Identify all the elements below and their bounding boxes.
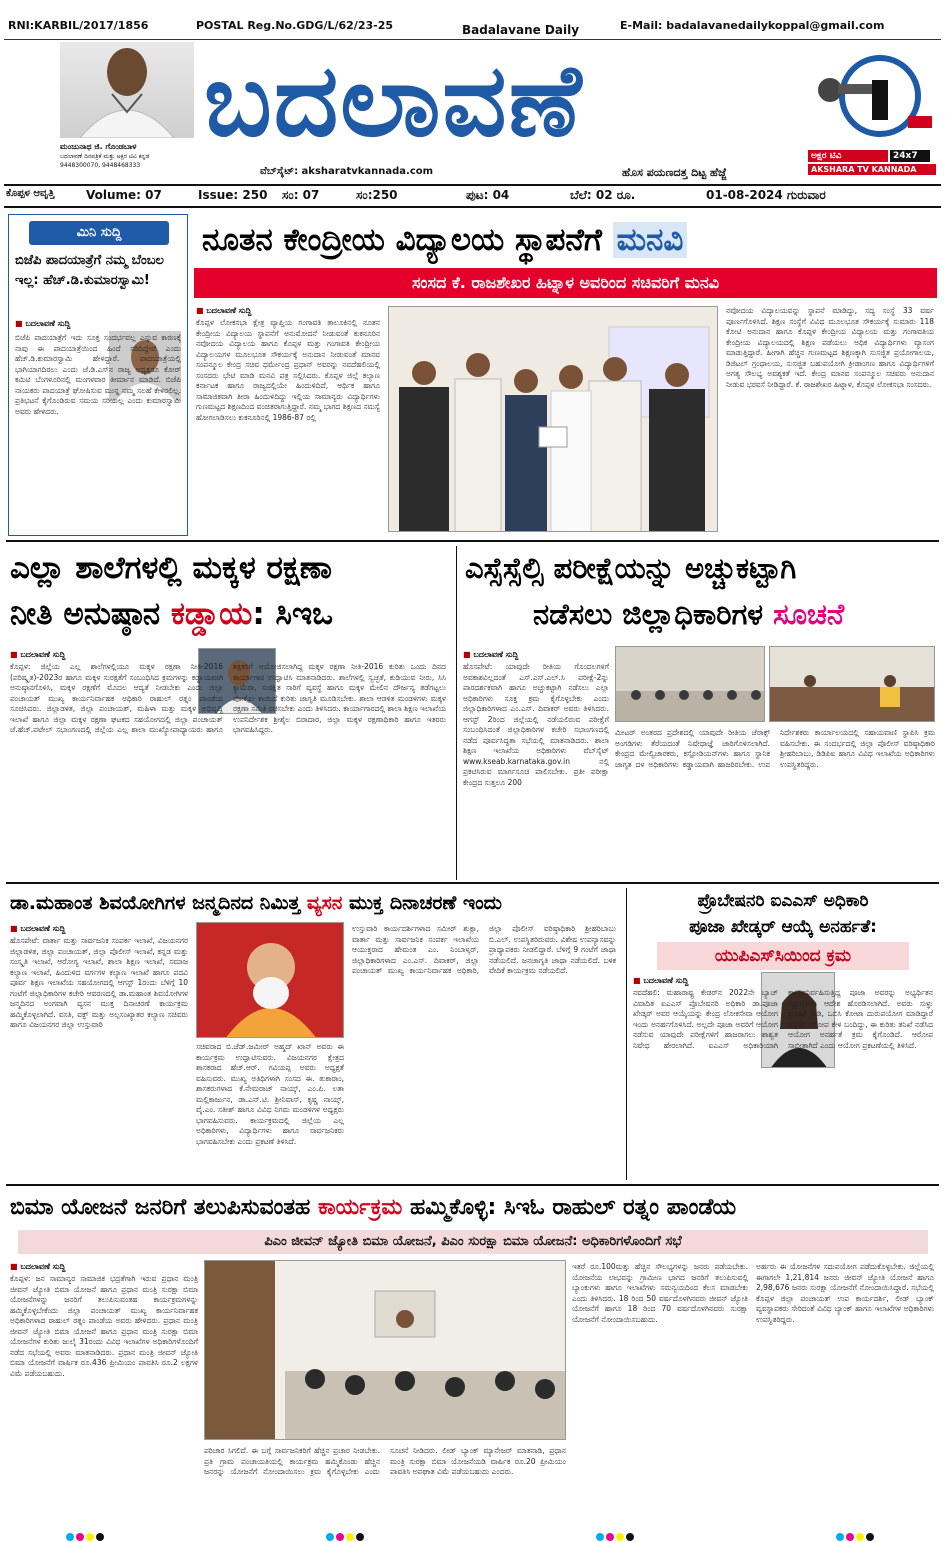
meeting-hall-icon: [616, 647, 765, 722]
tv-247: 24x7: [890, 150, 930, 162]
story1-body-right: ನವೋದಯ ವಿದ್ಯಾಲಯವನ್ನು ಸ್ಥಾಪನೆ ಮಾಡಿದ್ದು, ಸದ್ಯ ಸಂಸ್ಥೆ 33 ವರ್ಷ ಪೂರ್ಣಗೊಳಿಸಿದೆ. ಶಿಕ್ಷಣ ಸಂಸ್ಥೆಗೆ ವಿವಿಧ ಮೂಲಭೂತ ಸೌಕರ್ಯಕ್ಕೆ ಸುಮಾರು 118 ಕೋಟಿ ಅನುದಾನ ಹಾಗೂ ಕೊಪ್ಪಳ ಕೇಂದ್ರೀಯ ವಿದ್ಯಾಲಯ ಮತ್ತು ಗಂಗಾವತಿಯ ಕೇಂದ್ರೀಯ ವಿದ್ಯಾಲಯದಲ್ಲಿ ಶಿಕ್ಷಣ ಪಡೆಯಲು ಅಧಿಕ ವಿದ್ಯಾರ್ಥಿಗಳು ವ್ಯಾಸಂಗ ಮಾಡುತ್ತಿದ್ದಾರೆ. ಹೀಗಾಗಿ ಹೆಚ್ಚಿನ ಗುಣಮಟ್ಟದ ಶಿಕ್ಷಣಕ್ಕಾಗಿ ಸುಸಜ್ಜಿತ ಪ್ರಯೋಗಾಲಯ, ಡಿಜಿಟಲ್ ಗ್ರಂಥಾಲಯ, ಸುಸಜ್ಜಿತ ಬಹುಪಯೋಗಿ ಕ್ರೀಡಾಂಗಣ ಹಾಗೂ ವಿದ್ಯಾರ್ಥಿಗಳಿಗೆ ಅಗತ್ಯ ಸೌಲಭ್ಯ ಅವಶ್ಯಕತೆ ಇದೆ. ಕೇಂದ್ರ ಮಾನವ ಸಂಪನ್ಮೂಲ ಸಚಿವರು ಅನುದಾನ ನೀಡುವ ಭರವಸೆ ನೀಡಿದ್ದಾರೆ. ಕೆ. ರಾಜಶೇಖರ ಹಿಟ್ನಾಳ, ಕೊಪ್ಪಳ ಲೋಕಸಭಾ ಸಂಸದರು.: [726, 306, 934, 389]
mini-headline: ಬಿಜೆಪಿ ಪಾದಯಾತ್ರೆಗೆ ನಮ್ಮ ಬೆಂಬಲ ಇಲ್ಲ: ಹೆಚ್.ಡಿ.ಕುಮಾರಸ್ವಾಮಿ!: [15, 253, 164, 288]
story2-body: ಕೊಪ್ಪಳ: ಜಿಲ್ಲೆಯ ಎಲ್ಲ ಶಾಲೆಗಳಲ್ಲಿಯೂ ಮಕ್ಕಳ ರಕ್ಷಣಾ ನೀತಿ-2016 (ಪರಿಷ್ಕೃತ)-2023ರ ಹಾಗೂ ಮಕ್ಕಳ ಸುರಕ್ಷತೆಗೆ ಸಂಬಂಧಿಸಿದ ಕ್ರಮಗಳನ್ನು ಕಡ್ಡಾಯವಾಗಿ ಅನುಷ್ಠಾನಗೊಳಿಸಿ, ಮಕ್ಕಳ ರಕ್ಷಣೆಗೆ ಮೊದಲ ಆದ್ಯತೆ ನೀಡಬೇಕು ಎಂದು ಜಿಲ್ಲಾ ಪಂಚಾಯತ್ ಮುಖ್ಯ ಕಾರ್ಯನಿರ್ವಾಹಕ ಅಧಿಕಾರಿ ರಾಹುಲ್ ರತ್ನಂ ಪಾಂಡೆಯ ಸೂಚಿಸಿದರು. ಜಿಲ್ಲಾಡಳಿತ, ಜಿಲ್ಲಾ ಪಂಚಾಯತ್, ಮಹಿಳಾ ಮತ್ತು ಮಕ್ಕಳ ಅಭಿವೃದ್ಧಿ ಇಲಾಖೆ ಹಾಗೂ ಜಿಲ್ಲಾ ಮಕ್ಕಳ ರಕ್ಷಣಾ ಘಟಕದ ಸಹಯೋಗದಲ್ಲಿ ಜಿಲ್ಲಾ ಪಂಚಾಯತ್ ಜೆ.ಹೆಚ್.ಪಟೇಲ್ ಸಭಾಂಗಣದಲ್ಲಿ ಜಿಲ್ಲೆಯ ಎಲ್ಲ ಶಾಲಾ ಮುಖ್ಯೋಪಾಧ್ಯಾಯರು ಹಾಗೂ ಶಿಕ್ಷಕರಿಗೆ ಆಯೋಜಿಸಲಾಗಿದ್ದ ಮಕ್ಕಳ ರಕ್ಷಣಾ ನೀತಿ-2016 ಕುರಿತು ಒಂದು ದಿನದ ಕಾರ್ಯಾಗಾರ ಉದ್ಘಾಟಿಸಿ ಮಾತನಾಡಿದರು. ಶಾಲೆಗಳಲ್ಲಿ ಸ್ವಚ್ಛತೆ, ಕುಡಿಯುವ ನೀರು, ಸಿಸಿ ಕ್ಯಾಮೆರಾ, ಸುರಕ್ಷಿತ ಸಾರಿಗೆ ವ್ಯವಸ್ಥೆ ಹಾಗೂ ಮಕ್ಕಳ ಮೇಲಿನ ದೌರ್ಜನ್ಯ ತಡೆಗಟ್ಟಲು ಪೋಕ್ಸೋ ಕಾಯಿದೆ ಕುರಿತು ಜಾಗೃತಿ ಮೂಡಿಸಬೇಕು. ಶಾಲಾ ಆಡಳಿತ ಮಂಡಳಿಗಳು ಮಕ್ಕಳ ರಕ್ಷಣಾ ಸಮಿತಿ ರಚಿಸಬೇಕು ಎಂದು ತಿಳಿಸಿದರು. ಕಾರ್ಯಾಗಾರದಲ್ಲಿ ಶಾಲಾ ಶಿಕ್ಷಣ ಇಲಾಖೆಯ ಉಪನಿರ್ದೇಶಕ ಶ್ರೀಶೈಲ ಬಿರಾದಾರ, ಜಿಲ್ಲಾ ಮಕ್ಕಳ ರಕ್ಷಣಾಧಿಕಾರಿ ಹಾಗೂ ಇತರರು ಭಾಗವಹಿಸಿದ್ದರು.: [10, 662, 446, 734]
divider-2: [6, 882, 939, 884]
price: ಬೆಲೆ: 02 ರೂ.: [570, 188, 636, 202]
story3-photo-meeting: [615, 646, 765, 722]
mini-news: [8, 214, 188, 536]
editor-phone: 9448300070, 9448468333: [60, 162, 141, 169]
story3-headline-line2: ನಡೆಸಲು ಜಿಲ್ಲಾಧಿಕಾರಿಗಳ ಸೂಚನೆ: [533, 597, 845, 631]
story4-headline: ಡಾ.ಮಹಾಂತ ಶಿವಯೋಗಿಗಳ ಜನ್ಮದಿನದ ನಿಮಿತ್ತ ವ್ಯಸನ ಮುಕ್ತ ದಿನಾಚರಣೆ ಇಂದು: [10, 892, 502, 914]
mini-body: ಬಿಜೆಪಿ ಪಾದಯಾತ್ರೆಗೆ ಇದು ಸೂಕ್ತ ಸಂದರ್ಭವಲ್ಲ ಎನ್ನುವ ಕಾರಣಕ್ಕೆ ನಾವು ಈ ಪಾದಯಾತ್ರೆಯಿಂದ ಹಿಂದೆ ಸರಿದಿದ್ದೇವೆ ಎಂದು ಹೆಚ್.ಡಿ.ಕುಮಾರಸ್ವಾಮಿ ಹೇಳಿದ್ದಾರೆ. ಪಾದಯಾತ್ರೆಯಲ್ಲಿ ಭಾಗಿಯಾಗದಿರಲು ಎಂದು ಜೆ.ಡಿ.ಎಸ್‌ನ ರಾಜ್ಯ ಅಧ್ಯಕ್ಷರೂ ಕೋರ್ ಕಮಿಟಿ ಬೆಂಗಳೂರಿನಲ್ಲಿ ಮಂಗಳವಾರ ತೀರ್ಮಾನ ಮಾಡಿದೆ. ಬಿಜೆಪಿ ನಾಯಕರು ಪಾದಯಾತ್ರೆ ಘೋಷಿಸುವ ಮುನ್ನ ನಮ್ಮ ಸಲಹೆ ಕೇಳಿರಲಿಲ್ಲ. ಪ್ರತಿಭಟನೆ ಕೈಗೊಂಡಿರುವ ಸಮಯ ಸರಿಯಲ್ಲ ಎಂದು ಕುಮಾರಸ್ವಾಮಿ ಅವರು ಹೇಳಿದರು.: [15, 333, 181, 416]
website: ವೆಬ್‌ಸೈಟ್: aksharatvkannada.com: [260, 166, 434, 177]
print-registration-icon: [0, 1531, 945, 1542]
story4-body-c: ಉಸ್ತುವಾರಿ ಕಾರ್ಯದರ್ಶಿಗಳಾದ ಸಮೀರ್ ಶುಕ್ಲಾ, ವಾರ್ತಾ ಮತ್ತು ಸಾರ್ವಜನಿಕ ಸಂಪರ್ಕ ಇಲಾಖೆಯ ಆಯುಕ್ತರಾದ ಹೇಮಂತ ಎಂ. ನಿಂಬಾಳ್ಕರ್, ಜಿಲ್ಲಾಧಿಕಾರಿಗಳಾದ ಎಂ.ಎಸ್. ದಿವಾಕರ್, ಜಿಲ್ಲಾ ಪಂಚಾಯತ್ ಮುಖ್ಯ ಕಾರ್ಯನಿರ್ವಾಹಕ ಅಧಿಕಾರಿ, ಜಿಲ್ಲಾ ಪೊಲೀಸ್ ವರಿಷ್ಠಾಧಿಕಾರಿ ಶ್ರೀಹರಿಬಾಬು ಬಿ.ಎಲ್. ಉಪಸ್ಥಿತರಿರುವರು. ವಿಶೇಷ ಉಪನ್ಯಾಸವನ್ನು ಪ್ರಾಧ್ಯಾಪಕರು ನೀಡಲಿದ್ದಾರೆ. ಬೆಳಿಗ್ಗೆ 9 ಗಂಟೆಗೆ ಜಾಥಾ ನಡೆಯಲಿದೆ. ಜನಜಾಗೃತಿ ಜಾಥಾ ನಡೆಯಲಿದೆ. ಬಳಿಕ ವೇದಿಕೆ ಕಾರ್ಯಕ್ರಮ ನಡೆಯಲಿದೆ.: [352, 924, 616, 975]
issue: Issue: 250: [198, 188, 268, 202]
story-child-protection: [8, 546, 448, 880]
mini-byline: ■ ಬದಲಾವಣೆ ಸುದ್ದಿ: [15, 319, 70, 329]
divider-3: [6, 1184, 939, 1186]
story5-headline-line3: ಯುಪಿಎಸ್‌ಸಿಯಿಂದ ಕ್ರಮ: [657, 942, 909, 970]
story3-byline: ■ ಬದಲಾವಣೆ ಸುದ್ದಿ: [463, 650, 518, 660]
story6-subhead: ಪಿಎಂ ಜೀವನ್ ಜ್ಯೋತಿ ಬಿಮಾ ಯೋಜನೆ, ಪಿಎಂ ಸುರಕ್ಷಾ ಬಿಮಾ ಯೋಜನೆ: ಅಧಿಕಾರಿಗಳೊಂದಿಗೆ ಸಭೆ: [18, 1230, 928, 1254]
microphone-logo-icon: [808, 50, 936, 150]
edition: ಕೊಪ್ಪಳ ಆವೃತ್ತಿ: [6, 188, 55, 199]
story2-headline-line1: ಎಲ್ಲಾ ಶಾಲೆಗಳಲ್ಲಿ ಮಕ್ಕಳ ರಕ್ಷಣಾ: [10, 550, 332, 586]
story4-photo-swamiji: [196, 922, 344, 1038]
story3-headline-line1: ಎಸ್ಸೆಸ್ಸೆಲ್ಸಿ ಪರೀಕ್ಷೆಯನ್ನು ಅಚ್ಚುಕಟ್ಟಾಗಿ: [465, 551, 797, 585]
volume: Volume: 07: [86, 188, 162, 202]
divider-1: [6, 540, 939, 542]
tv-logo: [808, 50, 936, 178]
story-pooja-khedkar: [626, 888, 938, 1180]
top-strip: [4, 4, 941, 40]
story6-body-d: ಅರ್ಹರು ಈ ಯೋಜನೆಗಳ ಸದುಪಯೋಗ ಪಡೆದುಕೊಳ್ಳಬೇಕು. ಜಿಲ್ಲೆಯಲ್ಲಿ ಈಗಾಗಲೇ 1,21,814 ಜನರು ಜೀವನ್ ಜ್ಯೋತಿ ಯೋಜನೆ ಹಾಗೂ 2,98,676 ಜನರು ಸುರಕ್ಷಾ ಯೋಜನೆಗೆ ನೋಂದಾಯಿಸಿದ್ದಾರೆ. ಸಭೆಯಲ್ಲಿ ಕೊಪ್ಪಳ ಜಿಲ್ಲಾ ಪಂಚಾಯತ್ ಉಪ ಕಾರ್ಯದರ್ಶಿ, ಲೀಡ್ ಬ್ಯಾಂಕ್ ವ್ಯವಸ್ಥಾಪಕರು ಸೇರಿದಂತೆ ವಿವಿಧ ಬ್ಯಾಂಕ್ ಹಾಗೂ ಇಲಾಖೆಗಳ ಅಧಿಕಾರಿಗಳು ಉಪಸ್ಥಿತರಿದ್ದರು.: [756, 1262, 934, 1324]
editor-photo: [60, 42, 194, 138]
tv-name-en: AKSHARA TV KANNADA: [808, 164, 936, 175]
masthead: [4, 42, 941, 184]
editor-name: ಮಂಜುನಾಥ ಜಿ. ಗೊಂಡಬಾಳ: [60, 142, 137, 151]
story3-body-right: ಮೀಟರ್ ಅಂತರದ ಪ್ರದೇಶದಲ್ಲಿ ಯಾವುದೇ ರೀತಿಯ ಜೆರಾಕ್ಸ್ ಅಂಗಡಿಗಳು ತೆರೆಯದಂತೆ ನಿಷೇಧಾಜ್ಞೆ ಜಾರಿಗೊಳಿಸಲಾಗಿದೆ. ಕೇಂದ್ರದ ಮೇಲ್ವಿಚಾರಕರು, ಕಸ್ಟೋಡಿಯನ್‌ಗಳು ಹಾಗೂ ಸ್ಥಾನಿಕ ಜಾಗೃತ ದಳ ಅಧಿಕಾರಿಗಳು ಕಡ್ಡಾಯವಾಗಿ ಹಾಜರಿರಬೇಕು. ಉಪ ನಿರ್ದೇಶಕರು ಕಾರ್ಯಾಲಯದಲ್ಲಿ ಸಹಾಯವಾಣಿ ಸ್ಥಾಪಿಸಿ ಕ್ರಮ ವಹಿಸಬೇಕು. ಈ ಸಂದರ್ಭದಲ್ಲಿ ಜಿಲ್ಲಾ ಪೊಲೀಸ್ ವರಿಷ್ಠಾಧಿಕಾರಿ ಶ್ರೀಹರಿಬಾಬು, ಡಿಡಿಪಿಐ ಹಾಗೂ ವಿವಿಧ ಇಲಾಖೆಯ ಅಧಿಕಾರಿಗಳು ಉಪಸ್ಥಿತರಿದ್ದರು.: [615, 728, 935, 769]
story5-headline-line1: ಪ್ರೊಬೇಷನರಿ ಐಎಎಸ್ ಅಧಿಕಾರಿ: [697, 891, 869, 911]
story4-body-b: ಸಚಿವರಾದ ಬಿ.ಜೆಡ್.ಜಮೀರ್ ಅಹ್ಮದ್ ಖಾನ್ ಅವರು ಈ ಕಾರ್ಯಕ್ರಮ ಉದ್ಘಾಟಿಸುವರು. ವಿಜಯನಗರ ಕ್ಷೇತ್ರದ ಶಾಸಕರಾದ ಹೆಚ್.ಆರ್. ಗವಿಯಪ್ಪ ಅವರು ಅಧ್ಯಕ್ಷತೆ ವಹಿಸುವರು. ಮುಖ್ಯ ಅತಿಥಿಗಳಾಗಿ ಸಂಸದ ಈ. ತುಕಾರಾಂ, ಶಾಸಕರುಗಳಾದ ಕೆ.ನೇಮರಾಜ್ ನಾಯ್ಕ್, ಎಂ.ಪಿ. ಲತಾ ಮಲ್ಲಿಕಾರ್ಜುನ, ಡಾ.ಎನ್.ಟಿ. ಶ್ರೀನಿವಾಸ್, ಕೃಷ್ಣ ನಾಯ್ಕ್, ವೈ.ಎಂ. ಸತೀಶ್ ಹಾಗೂ ವಿವಿಧ ನಿಗಮ ಮಂಡಳಿಗಳ ಅಧ್ಯಕ್ಷರು ಭಾಗವಹಿಸುವರು. ಕಾರ್ಯಕ್ರಮದಲ್ಲಿ ಜಿಲ್ಲೆಯ ಎಲ್ಲ ಅಧಿಕಾರಿಗಳು, ವಿದ್ಯಾರ್ಥಿಗಳು ಹಾಗೂ ಸಾರ್ವಜನಿಕರು ಭಾಗವಹಿಸಬೇಕು ಎಂದು ಪ್ರಕಟಣೆ ತಿಳಿಸಿದೆ.: [196, 1042, 344, 1146]
meeting-room-icon: [205, 1261, 566, 1440]
samchike: ಸಂ:250: [356, 188, 398, 202]
rni-number: RNI:KARBIL/2017/1856: [8, 19, 149, 32]
story1-body-left: ಕೊಪ್ಪಳ ಲೋಕಸಭಾ ಕ್ಷೇತ್ರ ವ್ಯಾಪ್ತಿಯ ಗಂಗಾವತಿ ತಾಲೂಕಿನಲ್ಲಿ ನೂತನ ಕೇಂದ್ರೀಯ ವಿದ್ಯಾಲಯ ಸ್ಥಾಪನೆಗೆ ಅನುಮೋದನೆ ನೀಡುವಂತೆ ಕುಕನೂರಿನ ನವೋದಯ ವಿದ್ಯಾಲಯ ಹಾಗೂ ಕೊಪ್ಪಳ ಮತ್ತು ಗಂಗಾವತಿ ಕೇಂದ್ರೀಯ ವಿದ್ಯಾಲಯಗಳ ಮೂಲಭೂತ ಸೌಕರ್ಯಕ್ಕೆ ಅನುದಾನ ನೀಡುವಂತೆ ಮಾನವ ಸಂಪನ್ಮೂಲ ಕೇಂದ್ರ ಸಚಿವ ಧರ್ಮೇಂದ್ರ ಪ್ರಧಾನ್ ಅವರನ್ನು ನವದೆಹಲಿಯಲ್ಲಿ ಸಂಸದರು ಭೇಟಿ ಮಾಡಿ ಮನವಿ ಪತ್ರ ಸಲ್ಲಿಸಿದರು. ಕೊಪ್ಪಳ ಜಿಲ್ಲೆ ಕಲ್ಯಾಣ ಕರ್ನಾಟಕ ಹಾಗೂ ರಾಜ್ಯದಲ್ಲಿಯೇ ಹಿಂದುಳಿದಿದೆ, ಆರ್ಥಿಕ ಹಾಗೂ ಸಾಮಾಜಿಕವಾಗಿ ತೀರಾ ಹಿಂದುಳಿದಿದ್ದು ಇಲ್ಲಿಯ ಸಾಮಾನ್ಯರು ವಿದ್ಯಾರ್ಥಿಗಳು ಗುಣಮಟ್ಟದ ಶಿಕ್ಷಣದಿಂದ ವಂಚಿತರಾಗುತ್ತಿದ್ದಾರೆ. ನಮ್ಮ ಭಾಗದ ಶಿಕ್ಷಣದ ಸಮಸ್ಯೆ ಹೋಗಲಾಡಿಸಲು ಕುಕನೂರಿನಲ್ಲಿ 1986-87 ರಲ್ಲಿ: [196, 318, 380, 422]
email: E-Mail: badalavanedailykoppal@gmail.com: [620, 19, 885, 32]
story6-headline: ಬಿಮಾ ಯೋಜನೆ ಜನರಿಗೆ ತಲುಪಿಸುವಂತಹ ಕಾರ್ಯಕ್ರಮ ಹಮ್ಮಿಕೊಳ್ಳಿ: ಸಿಇಓ ರಾಹುಲ್ ರತ್ನಂ ಪಾಂಡೆಯ: [10, 1195, 737, 1220]
story5-headline-line2: ಪೂಜಾ ಖೇಡ್ಕರ್ ಆಯ್ಕೆ ಅನರ್ಹತೆ:: [689, 917, 877, 937]
story1-byline: ■ ಬದಲಾವಣೆ ಸುದ್ದಿ: [196, 306, 251, 316]
story-vidyalaya: [194, 214, 937, 536]
story1-subhead: ಸಂಸದ ಕೆ. ರಾಜಶೇಖರ ಹಿಟ್ನಾಳ ಅವರಿಂದ ಸಚಿವರಿಗೆ ಮನವಿ: [194, 268, 937, 298]
story6-body-b: ಪರಿಚಾರ ಸಿಗಲಿದೆ. ಈ ಬಗ್ಗೆ ಸಾರ್ವಜನಿಕರಿಗೆ ಹೆಚ್ಚಿನ ಪ್ರಚಾರ ನೀಡಬೇಕು. ಪ್ರತಿ ಗ್ರಾಮ ಪಂಚಾಯತಿಯಲ್ಲಿ ಕಾರ್ಯಕ್ರಮ ಹಮ್ಮಿಕೊಂಡು ಹೆಚ್ಚಿನ ಜನರನ್ನು ಯೋಜನೆಗೆ ನೋಂದಾಯಿಸಲು ಕ್ರಮ ಕೈಗೊಳ್ಳಬೇಕು ಎಂದು ಸೂಚನೆ ನೀಡಿದರು. ಲೀಡ್ ಬ್ಯಾಂಕ್ ಮ್ಯಾನೇಜರ್ ಮಾತನಾಡಿ, ಪ್ರಧಾನ ಮಂತ್ರಿ ಸುರಕ್ಷಾ ಬಿಮಾ ಯೋಜನೆಯಡಿ ವಾರ್ಷಿಕ ರೂ.20 ಪ್ರೀಮಿಯಂ ಪಾವತಿಸಿ ಅಪಘಾತ ವಿಮೆ ಪಡೆಯಬಹುದು ಎಂದರು.: [204, 1446, 566, 1476]
story6-photo: [204, 1260, 566, 1440]
story5-body: ನವದೆಹಲಿ: ಮಹಾರಾಷ್ಟ್ರ ಕೇಡರ್‌ನ 2022ನೇ ಬ್ಯಾಚ್ ವಿವಾದಿತ ಐಎಎಸ್ ಪ್ರೊಬೇಷನರಿ ಅಧಿಕಾರಿ ಡಾ.ಪೂಜಾ ಖೇಡ್ಕರ್ ಅವರ ಆಯ್ಕೆಯನ್ನು ಕೇಂದ್ರ ಲೋಕಸೇವಾ ಆಯೋಗ ಇಂದು ಅನರ್ಹಗೊಳಿಸಿದೆ. ಅಲ್ಲದೇ ಪೂಜಾ ಅವರಿಗೆ ಆಯೋಗ ನಡೆಸುವ ಯಾವುದೇ ಪರೀಕ್ಷೆಗಳಿಗೆ ಹಾಜರಾಗಲು ಶಾಶ್ವತ ನಿಷೇಧ ಹೇರಲಾಗಿದೆ. ಐಎಎಸ್ ಅಧಿಕಾರಿಯಾಗಿ ಕಾರ್ಯನಿರ್ವಹಿಸುತ್ತಿದ್ದ ಪೂಜಾ ಅವರನ್ನು ಅಭ್ಯರ್ಥಿತನ ರದ್ದುಗೊಳಿಸಿ ಆದೇಶ ಹೊರಡಿಸಲಾಗಿದೆ. ಅವರು ಸುಳ್ಳು ಮಾಹಿತಿ ನೀಡಿ, ಒಬಿಸಿ ಕೋಟಾ ದುರುಪಯೋಗ ಮಾಡಿದ್ದಾರೆ ಎನ್ನುವ ಆರೋಪ ಕೇಳಿ ಬಂದಿದ್ದು, ಈ ಕುರಿತು ತನಿಖೆ ನಡೆಸಿದ ಆಯೋಗ ಅನರ್ಹತೆ ಕ್ರಮ ಕೈಗೊಂಡಿದೆ. ಆರೋಪ ಸಾಬೀತಾಗಿದೆ ಎಂದು ಆಯೋಗ ಪ್ರಕಟಣೆಯಲ್ಲಿ ತಿಳಿಸಿದೆ.: [633, 988, 933, 1050]
tagline: ಹೊಸ ಪಯಣದತ್ತ ದಿಟ್ಟ ಹೆಜ್ಜೆ: [622, 166, 727, 179]
story1-headline: ನೂತನ ಕೇಂದ್ರೀಯ ವಿದ್ಯಾಲಯ ಸ್ಥಾಪನೆಗೆ ಮನವಿ: [202, 216, 687, 264]
story-sslc: [456, 546, 938, 880]
story-bima-yojane: [8, 1190, 938, 1534]
paper-name-en: Badalavane Daily: [462, 23, 580, 37]
story-vyasana-mukta: [8, 888, 620, 1180]
story4-byline: ■ ಬದಲಾವಣೆ ಸುದ್ದಿ: [10, 924, 65, 934]
postal-reg: POSTAL Reg.No.GDG/L/62/23-25: [196, 19, 394, 32]
info-bar: [4, 184, 941, 208]
mini-label: ಮಿನಿ ಸುದ್ದಿ: [29, 221, 169, 245]
officials-table-icon: [770, 647, 935, 722]
editor-role: ಬದಲಾವಣೆ ದಿನಪತ್ರಿಕೆ ಮತ್ತು ಅಕ್ಷರ ಟಿವಿ ಕನ್ನಡ: [60, 153, 150, 160]
story3-body-left: ಹೊಸಪೇಟೆ: ಯಾವುದೇ ರೀತಿಯ ಗೊಂದಲಗಳಿಗೆ ಅವಕಾಶವಿಲ್ಲದಂತೆ ಎಸ್.ಎಸ್.ಎಲ್.ಸಿ ಪರೀಕ್ಷೆ-2ನ್ನು ಪಾರದರ್ಶಕವಾಗಿ ಹಾಗೂ ಅಚ್ಚುಕಟ್ಟಾಗಿ ನಡೆಸಲು ಎಲ್ಲಾ ಅಧಿಕಾರಿಗಳು ಸೂಕ್ತ ಕ್ರಮ ಕೈಗೊಳ್ಳಬೇಕು ಎಂದು ಜಿಲ್ಲಾಧಿಕಾರಿಗಳಾದ ಎಂ.ಎಸ್. ದಿವಾಕರ್ ಅವರು ತಿಳಿಸಿದರು. ಆಗಸ್ಟ್ 2ರಿಂದ ಜಿಲ್ಲೆಯಲ್ಲಿ ನಡೆಯಲಿರುವ ಪರೀಕ್ಷೆಗೆ ಸಂಬಂಧಿಸಿದಂತೆ ಜಿಲ್ಲಾಧಿಕಾರಿಗಳ ಕಚೇರಿ ಸಭಾಂಗಣದಲ್ಲಿ ನಡೆದ ಪೂರ್ವಸಿದ್ಧತಾ ಸಭೆಯಲ್ಲಿ ಮಾತನಾಡಿದರು. ಶಾಲಾ ಶಿಕ್ಷಣ ಇಲಾಖೆಯ ಅಧಿಕಾರಿಗಳು ವೆಬ್‌ಸೈಟ್ www.kseab.karnataka.gov.in ನಲ್ಲಿ ಪ್ರಕಟಿಸಿರುವ ಮಾರ್ಗಸೂಚಿ ಪಾಲಿಸಬೇಕು. ಪ್ರತೀ ಪರೀಕ್ಷಾ ಕೇಂದ್ರದ ಸುತ್ತಲೂ 200: [463, 662, 609, 787]
date: 01-08-2024 ಗುರುವಾರ: [706, 188, 826, 202]
group-photo-icon: [389, 307, 718, 532]
story5-byline: ■ ಬದಲಾವಣೆ ಸುದ್ದಿ: [633, 976, 688, 986]
editor-portrait-icon: [60, 42, 194, 138]
tv-name: ಅಕ್ಷರ ಟಿವಿ: [808, 150, 888, 162]
swamiji-portrait-icon: [197, 923, 344, 1038]
paper-title: ಬದಲಾವಣೆ: [204, 42, 584, 159]
story2-byline: ■ ಬದಲಾವಣೆ ಸುದ್ದಿ: [10, 650, 65, 660]
registration-marks: [0, 1528, 945, 1540]
story6-body-a: ಕೊಪ್ಪಳ: ಜನ ಸಾಮಾನ್ಯರ ಸಾಮಾಜಿಕ ಭದ್ರತೆಗಾಗಿ ಇರುವ ಪ್ರಧಾನ ಮಂತ್ರಿ ಜೀವನ್ ಜ್ಯೋತಿ ಬಿಮಾ ಯೋಜನೆ ಹಾಗೂ ಪ್ರಧಾನ ಮಂತ್ರಿ ಸುರಕ್ಷಾ ಬಿಮಾ ಯೋಜನೆಗಳನ್ನು ಜನರಿಗೆ ತಲುಪಿಸುವಂತಹ ಕಾರ್ಯಕ್ರಮಗಳನ್ನು ಹಮ್ಮಿಕೊಳ್ಳಬೇಕೆಂದು ಜಿಲ್ಲಾ ಪಂಚಾಯತ್ ಮುಖ್ಯ ಕಾರ್ಯನಿರ್ವಾಹಕ ಅಧಿಕಾರಿಗಳಾದ ರಾಹುಲ್ ರತ್ನಂ ಪಾಂಡೆಯ ಅವರು ಹೇಳಿದರು. ಪ್ರಧಾನ ಮಂತ್ರಿ ಜೀವನ್ ಜ್ಯೋತಿ ಬಿಮಾ ಯೋಜನೆ ಹಾಗೂ ಪ್ರಧಾನ ಮಂತ್ರಿ ಸುರಕ್ಷಾ ಬಿಮಾ ಯೋಜನೆಗಳ ಕುರಿತು ಜುಲೈ 31ರಂದು ವಿವಿಧ ಇಲಾಖೆಗಳ ಅಧಿಕಾರಿಗಳೊಂದಿಗೆ ನಡೆದ ಸಭೆಯಲ್ಲಿ ಅವರು ಮಾತನಾಡಿದರು. ಪ್ರಧಾನ ಮಂತ್ರಿ ಜೀವನ್ ಜ್ಯೋತಿ ಬಿಮಾ ಯೋಜನೆಗೆ ವಾರ್ಷಿಕ ರೂ.436 ಪ್ರೀಮಿಯಂ ಪಾವತಿಸಿ ರೂ.2 ಲಕ್ಷಗಳ ವಿಮೆ ಪಡೆಯಬಹುದು.: [10, 1274, 198, 1378]
story4-body-a: ಹೊಸಪೇಟೆ: ವಾರ್ತಾ ಮತ್ತು ಸಾರ್ವಜನಿಕ ಸಂಪರ್ಕ ಇಲಾಖೆ, ವಿಜಯನಗರ ಜಿಲ್ಲಾಡಳಿತ, ಜಿಲ್ಲಾ ಪಂಚಾಯತ್, ಜಿಲ್ಲಾ ಪೊಲೀಸ್ ಇಲಾಖೆ, ಕನ್ನಡ ಮತ್ತು ಸಂಸ್ಕೃತಿ ಇಲಾಖೆ, ಆರೋಗ್ಯ ಇಲಾಖೆ, ಶಾಲಾ ಶಿಕ್ಷಣ ಇಲಾಖೆ, ಸಮಾಜ ಕಲ್ಯಾಣ ಇಲಾಖೆ, ಹಿಂದುಳಿದ ವರ್ಗಗಳ ಕಲ್ಯಾಣ ಇಲಾಖೆ ಹಾಗೂ ಪದವಿ ಪೂರ್ವ ಶಿಕ್ಷಣ ಇಲಾಖೆಯ ಸಹಯೋಗದಲ್ಲಿ ಆಗಸ್ಟ್ 1ರಂದು ಬೆಳಿಗ್ಗೆ 10 ಗಂಟೆಗೆ ಜಿಲ್ಲಾಧಿಕಾರಿಗಳ ಕಚೇರಿ ಆವರಣದಲ್ಲಿ ಡಾ.ಮಹಾಂತ ಶಿವಯೋಗಿಗಳ ಜನ್ಮದಿನದ ಅಂಗವಾಗಿ ವ್ಯಸನ ಮುಕ್ತ ದಿನಾಚರಣೆ ಕಾರ್ಯಕ್ರಮ ಹಮ್ಮಿಕೊಳ್ಳಲಾಗಿದೆ. ವಸತಿ, ವಕ್ಫ್ ಮತ್ತು ಅಲ್ಪಸಂಖ್ಯಾತರ ಕಲ್ಯಾಣ ಸಚಿವರು ಹಾಗೂ ವಿಜಯನಗರ ಜಿಲ್ಲಾ ಉಸ್ತುವಾರಿ: [10, 936, 188, 1029]
pages: ಪುಟ: 04: [466, 188, 510, 202]
sam: ಸಂ: 07: [282, 188, 320, 202]
story3-photo-officials: [769, 646, 935, 722]
story2-headline-line2: ನೀತಿ ಅನುಷ್ಠಾನ ಕಡ್ಡಾಯ: ಸಿಇಒ: [10, 596, 333, 632]
story6-byline: ■ ಬದಲಾವಣೆ ಸುದ್ದಿ: [10, 1262, 65, 1272]
story1-photo: [388, 306, 718, 532]
story6-body-c: ಇತರೆ ರೂ.100ಮತ್ತು ಹೆಚ್ಚಿನ ಸೌಲಭ್ಯಗಳನ್ನು ಜನರು ಪಡೆಯಬೇಕು. ಯೋಜನೆಯ ಲಾಭವನ್ನು ಗ್ರಾಮೀಣ ಭಾಗದ ಜನರಿಗೆ ತಲುಪಿಸುವಲ್ಲಿ ಬ್ಯಾಂಕುಗಳು ಹಾಗೂ ಇಲಾಖೆಗಳು ಸಮನ್ವಯದಿಂದ ಕೆಲಸ ಮಾಡಬೇಕು ಎಂದು ತಿಳಿಸಿದರು. 18 ರಿಂದ 50 ವರ್ಷದೊಳಗಿನವರು ಜೀವನ್ ಜ್ಯೋತಿ ಯೋಜನೆಗೆ ಹಾಗೂ 18 ರಿಂದ 70 ವರ್ಷದೊಳಗಿನವರು ಸುರಕ್ಷಾ ಯೋಜನೆಗೆ ನೋಂದಾಯಿಸಬಹುದು.: [572, 1262, 748, 1324]
